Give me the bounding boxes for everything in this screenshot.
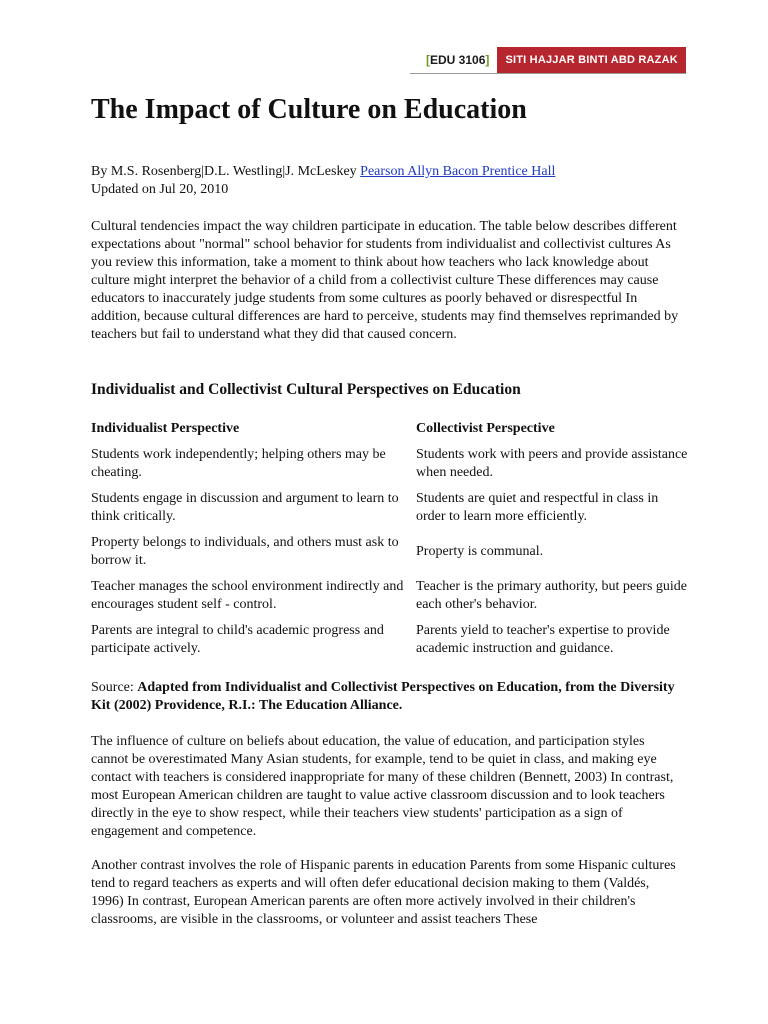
source-label: Source:	[91, 680, 138, 695]
table-cell: Students work independently; helping others may be cheating.	[91, 447, 386, 480]
page-title: The Impact of Culture on Education	[91, 94, 527, 125]
table-cell: Students work with peers and provide assistance when needed.	[416, 447, 688, 480]
body-paragraph-2: The influence of culture on beliefs about education, the value of education, and participation styles cannot be overestimated Many Asian students, for example, tend to be quiet in class, and making eye contact with teachers is considered inappropriate for many of these children (Bennett, 2003) In contrast, most European American children are taught to value active classroom discussion and to look teachers directly in the eye to show respect, while their teachers view students' participation as a sign of engagement and competence.	[91, 734, 674, 839]
updated-date: Updated on Jul 20, 2010	[91, 182, 229, 197]
table-cell: Parents are integral to child's academic progress and participate actively.	[91, 623, 384, 656]
table-row	[91, 618, 691, 662]
table-cell: Students engage in discussion and argument to learn to think critically.	[91, 491, 399, 524]
table-header-row	[91, 420, 691, 442]
header-divider	[410, 73, 686, 74]
table-row	[91, 486, 691, 530]
column-header-individualist: Individualist Perspective	[91, 421, 240, 436]
table-cell: Property is communal.	[416, 544, 544, 559]
course-code: [ EDU 3106 ]	[426, 53, 490, 67]
table-cell: Teacher manages the school environment indirectly and encourages student self - control.	[91, 579, 404, 612]
page-header	[410, 47, 686, 73]
table-cell: Teacher is the primary authority, but peers guide each other's behavior.	[416, 579, 688, 612]
table-cell: Property belongs to individuals, and others must ask to borrow it.	[91, 535, 399, 568]
table-cell: Students are quiet and respectful in class in order to learn more efficiently.	[416, 491, 659, 524]
body-paragraph-3: Another contrast involves the role of Hispanic parents in education Parents from some Hispanic cultures tend to regard teachers as experts and will often defer educational decision making to them (Valdés, 1996) In contrast, European American parents are often more actively involved in their children's classrooms, are visible in the classrooms, or volunteer and assist teachers These	[91, 858, 676, 927]
table-row	[91, 530, 691, 574]
byline	[91, 163, 691, 199]
perspectives-table	[91, 420, 691, 662]
intro-paragraph: Cultural tendencies impact the way children participate in education. The table below describes different expectations about "normal" school behavior for students from individualist and collectivist cultures As you review this information, take a moment to think about how teachers who lack knowledge about culture might interpret the behavior of a child from a collectivist culture These differences may cause educators to inaccurately judge students from some cultures as poorly behaved or disrespectful In addition, because cultural differences are hard to perceive, students may find themselves reprimanded by teachers but fail to understand what they did that caused concern.	[91, 219, 679, 342]
section-heading: Individualist and Collectivist Cultural Perspectives on Education	[91, 381, 521, 398]
source-citation	[91, 679, 681, 715]
column-header-collectivist: Collectivist Perspective	[416, 421, 555, 436]
table-row	[91, 574, 691, 618]
table-cell: Parents yield to teacher's expertise to provide academic instruction and guidance.	[416, 623, 670, 656]
byline-authors: By M.S. Rosenberg|D.L. Westling|J. McLeskey	[91, 164, 361, 179]
author-tag: SITI HAJJAR BINTI ABD RAZAK	[497, 47, 686, 73]
source-text: Adapted from Individualist and Collectivist Perspectives on Education, from the Diversity Kit (2002) Providence, R.I.: The Education Alliance.	[91, 680, 675, 713]
table-row	[91, 442, 691, 486]
publisher-link[interactable]: Pearson Allyn Bacon Prentice Hall	[360, 164, 556, 179]
